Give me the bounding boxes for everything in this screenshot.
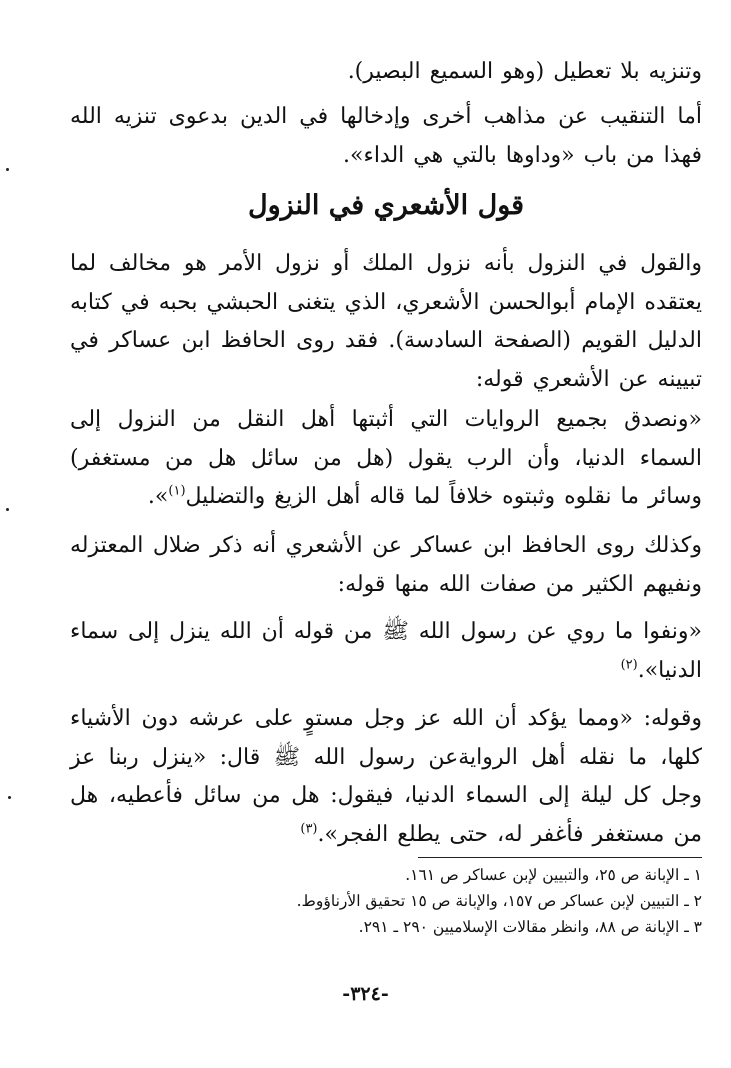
footnote-1: ١ ـ الإبانة ص ٢٥، والتبيين لإبن عساكر ص ١٦١. — [405, 866, 702, 884]
quote-ashari-1 — [70, 401, 702, 517]
paragraph-istiwa — [70, 700, 702, 854]
section-heading: قول الأشعري في النزول — [247, 190, 525, 221]
quote-ashari-2 — [70, 613, 702, 690]
paragraph-tanqib: أما التنقيب عن مذاهب أخرى وإدخالها في الدين بدعوى تنزيه الله فهذا من باب «وداوها بالتي هي الداء». — [70, 104, 702, 168]
footnote-separator — [418, 857, 702, 858]
footnote-ref-2: (٢) — [620, 657, 638, 673]
opening-line: وتنزيه بلا تعطيل (وهو السميع البصير). — [347, 59, 702, 84]
footnote-ref-3: (٣) — [300, 821, 318, 837]
footnote-ref-1: (١) — [168, 483, 186, 499]
footnote-3: ٣ ـ الإبانة ص ٨٨، وانظر مقالات الإسلاميين ٢٩٠ ـ ٢٩١. — [358, 918, 702, 936]
scan-speck — [6, 168, 9, 171]
quote-1-text: «ونصدق بجميع الروايات التي أثبتها أهل النقل من النزول إلى السماء الدنيا، وأن الرب يقول (هل من سائل هل من مستغفر) وسائر ما نقلوه وثبتوه خلافاً لما قاله أهل الزيغ والتضليل — [70, 407, 702, 509]
paragraph-ibn-asakir: وكذلك روى الحافظ ابن عساكر عن الأشعري أنه ذكر ضلال المعتزله ونفيهم الكثير من صفات الله منها قوله: — [70, 533, 702, 597]
footnote-2: ٢ ـ التبيين لإبن عساكر ص ١٥٧، والإبانة ص ١٥ تحقيق الأرناؤوط. — [296, 892, 702, 910]
page-number: -٣٢٤- — [342, 983, 389, 1005]
quote-1-end: ». — [147, 484, 169, 509]
quote-2-text: «ونفوا ما روي عن رسول الله ﷺ من قوله أن الله ينزل إلى سماء الدنيا». — [70, 619, 702, 683]
paragraph-istiwa-text: وقوله: «ومما يؤكد أن الله عز وجل مستوٍ على عرشه دون الأشياء كلها، ما نقله أهل الروايةعن رسول الله ﷺ قال: «ينزل ربنا عز وجل كل ليلة إلى السماء الدنيا، فيقول: هل من سائل فأعطيه، هل من مستغفر فأغفر له، حتى يطلع الفجر». — [70, 706, 702, 847]
paragraph-nuzul: والقول في النزول بأنه نزول الملك أو نزول الأمر هو مخالف لما يعتقده الإمام أبوالحسن الأشعري، الذي يتغنى الحبشي بحبه في كتابه الدليل القويم (الصفحة السادسة). فقد روى الحافظ ابن عساكر في تبيينه عن الأشعري قوله: — [70, 251, 702, 392]
footnotes — [70, 862, 702, 940]
scan-speck — [8, 796, 11, 799]
scan-speck — [6, 508, 9, 511]
